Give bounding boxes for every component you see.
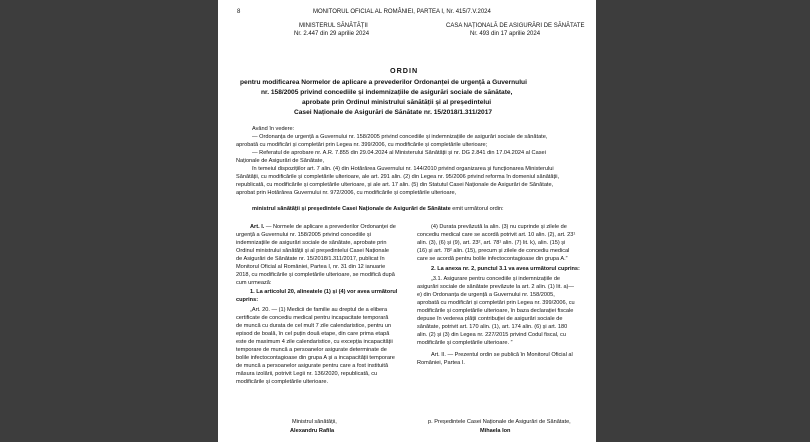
right-institution: CASA NAȚIONALĂ DE ASIGURĂRI DE SĂNĂTATE: [446, 23, 585, 29]
left-number: Nr. 2.447 din 29 aprilie 2024: [294, 31, 370, 37]
right-col-line: (16) și art. 78² alin. (15), precum și zilele de concediu medical: [417, 248, 570, 254]
right-col-line: alin. (2) și (3) din Legea nr. 227/2015 privind Codul fiscal, cu: [417, 332, 566, 338]
left-col-line: cuprins:: [236, 297, 259, 303]
title-line: Casei Naționale de Asigurări de Sănătate nr. 15/2018/1.311/2017: [294, 109, 493, 116]
right-col-line: sănătate, potrivit art. 170 alin. (1), art. 174 alin. (6) și art. 180: [417, 324, 568, 330]
right-col-line: concediu medical care se acordă potrivit art. 10 alin. (2), art. 23¹: [417, 232, 576, 238]
right-col-line: asigurări sociale de sănătate prevăzute la art. 2 alin. (1) lit. a)—: [417, 284, 575, 290]
title-line: pentru modificarea Normelor de aplicare a prevederilor Ordonanței de urgență a Guvernului: [240, 79, 527, 86]
preamble-line: republicată, cu modificările și completările ulterioare, și ale art. 17 alin. (5) din Statutul Casei Naționale de Asigurări de Sănătate,: [236, 182, 554, 188]
left-col-line: 1. La articolul 20, alineatele (1) și (4) vor avea următorul: [250, 289, 398, 295]
issuers-rest: emit următorul ordin:: [450, 206, 504, 212]
left-col-line: Ordinul ministrului sănătății și al președintelui Casei Naționale: [236, 248, 389, 254]
page-number: 8: [237, 9, 241, 15]
viewer-background-left: [0, 0, 218, 442]
left-col-line: Art. I. — Normele de aplicare a prevederilor Ordonanței de: [250, 224, 396, 230]
right-col-line: aprobată cu modificări și completări prin Legea nr. 399/2006, cu: [417, 300, 575, 306]
left-col-line: episod de boală, în cel puțin două etape, din care prima etapă: [236, 331, 390, 337]
left-col-line: „Art. 20. — (1) Medicii de familie au dreptul de a elibera: [250, 307, 388, 313]
left-col-line: cum urmează:: [236, 280, 272, 286]
preamble-line: aprobat prin Hotărârea Guvernului nr. 972/2006, cu modificările și completările ulterioare,: [236, 190, 457, 196]
journal-header: MONITORUL OFICIAL AL ROMÂNIEI, PARTEA I, Nr. 415/7.V.2024: [313, 9, 491, 15]
left-col-line: 2018, cu modificările și completările ulterioare, se modifică după: [236, 272, 395, 278]
signature-left-name: Alexandru Rafila: [290, 428, 335, 434]
title-line: nr. 158/2005 privind concediile și indemnizațiile de asigurări sociale de sănătate,: [261, 89, 513, 96]
left-col-line: indemnizațiile de asigurări sociale de sănătate, aprobate prin: [236, 240, 387, 246]
preamble-line: Naționale de Asigurări de Sănătate,: [236, 158, 325, 164]
signature-right-name: Mihaela Ion: [480, 428, 511, 434]
preamble-line: — Referatul de aprobare nr. A.R. 7.855 din 29.04.2024 al Ministerului Sănătății și nr. DG 2.841 din 17.04.2024 al Casei: [252, 150, 546, 156]
right-col-line: „3.1. Asigurare pentru concediile și indemnizațiile de: [431, 276, 561, 282]
left-col-line: certificate de concediu medical pentru incapacitate temporară: [236, 315, 389, 321]
left-col-line: urgență a Guvernului nr. 158/2005 privind concediile și: [236, 232, 371, 238]
left-col-line: de muncă a persoanelor asigurate pentru care a fost instituită: [236, 363, 389, 369]
viewer-background-right: [596, 0, 810, 442]
left-col-line: de muncă cu durata de cel mult 7 zile calendaristice, pentru un: [236, 323, 392, 329]
document-heading: ORDIN: [390, 66, 419, 75]
right-col-line: depuse în vederea plății contribuției de asigurări sociale de: [417, 316, 563, 322]
preamble-line: Având în vedere:: [252, 126, 295, 132]
signature-right-role: p. Președintele Casei Naționale de Asigurări de Sănătate,: [428, 419, 571, 425]
right-col-line: modificările și completările ulterioare, în baza declarației fiscale: [417, 308, 574, 314]
left-col-line: bolile infectocontagioase din grupa A și a incapacității temporare: [236, 355, 395, 361]
left-col-line: măsura izolării, potrivit Legii nr. 136/2020, republicată, cu: [236, 371, 378, 377]
right-number: Nr. 493 din 17 aprilie 2024: [470, 31, 541, 37]
left-col-line: modificările și completările ulterioare.: [236, 379, 329, 385]
issuers-bold: ministrul sănătății și președintele Casei Naționale de Asigurări de Sănătate: [252, 206, 451, 212]
preamble-line: în temeiul dispozițiilor art. 7 alin. (4) din Hotărârea Guvernului nr. 144/2010 privind organizarea și funcționarea Ministerului: [252, 166, 554, 172]
left-col-line: este de maximum 4 zile calendaristice, cu excepția incapacității: [236, 339, 393, 345]
right-col-line: modificările și completările ulterioare. ”: [417, 340, 513, 346]
document-page[interactable]: [218, 0, 596, 442]
issuers-line: [252, 206, 504, 213]
right-col-line: 2. La anexa nr. 2, punctul 3.1 va avea următorul cuprins:: [431, 266, 580, 272]
preamble-line: aprobată cu modificări și completări prin Legea nr. 399/2006, cu modificările și completările ulterioare;: [236, 142, 488, 148]
right-col-line: care se acordă pentru bolile infectocontagioase din grupa A.”: [417, 256, 568, 262]
right-col-line: (4) Durata prevăzută la alin. (3) nu cuprinde și zilele de: [431, 224, 567, 230]
right-col-line: României, Partea I.: [417, 360, 465, 366]
right-col-line: Art. II. — Prezentul ordin se publică în Monitorul Oficial al: [431, 352, 573, 358]
left-col-line: de Asigurări de Sănătate nr. 15/2018/1.311/2017, publicat în: [236, 256, 385, 262]
left-col-line: temporare de muncă a persoanelor asigurate determinate de: [236, 347, 387, 353]
preamble-line: — Ordonanța de urgență a Guvernului nr. 158/2005 privind concediile și indemnizațiile de asigurări sociale de sănătate,: [252, 134, 548, 140]
right-col-line: e) din Ordonanța de urgență a Guvernului nr. 158/2005,: [417, 292, 555, 298]
signature-left-role: Ministrul sănătății,: [292, 419, 337, 425]
right-col-line: alin. (3), (6) și (9), art. 23², art. 78¹ alin. (7) lit. k), alin. (15) și: [417, 240, 566, 246]
left-institution: MINISTERUL SĂNĂTĂȚII: [299, 23, 368, 29]
left-col-line: Monitorul Oficial al României, Partea I, nr. 31 din 12 ianuarie: [236, 264, 386, 270]
preamble-line: Sănătății, cu modificările și completările ulterioare, ale art. 291 alin. (2) din Legea nr. 95/2006 privind reforma în domeniul sănătății,: [236, 174, 560, 180]
title-line: aprobate prin Ordinul ministrului sănătății și al președintelui: [302, 99, 492, 106]
